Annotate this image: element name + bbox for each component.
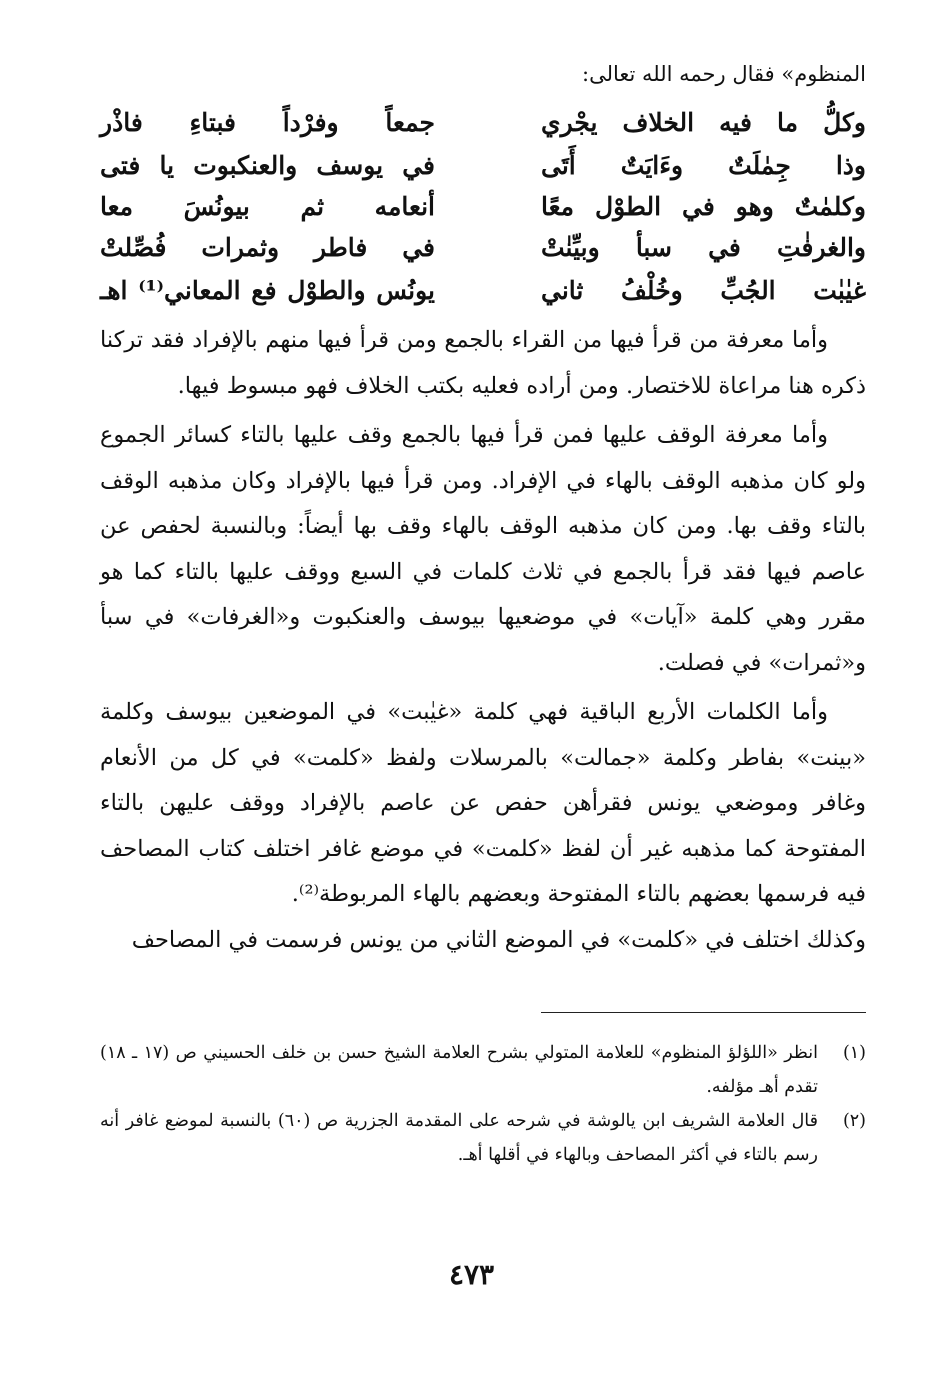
verse-row (100, 151, 866, 191)
footnote-text: قال العلامة الشريف ابن يالوشة في شرحه على المقدمة الجزرية ص (٦٠) بالنسبة لموضع غافر أنه رسم بالتاء في أكثر المصاحف وبالهاء في أقلها أهـ. (100, 1111, 818, 1165)
verse-first-hemistich: وكلُّ ما فيه الخلاف يجْري (541, 108, 866, 137)
paragraph: وأما معرفة الوقف عليها فمن قرأ فيها بالجمع وقف عليها بالتاء كسائر الجموع ولو كان مذهبه الوقف بالهاء في الإفراد. ومن قرأ فيها بالإفراد وكان مذهبه الوقف بالتاء وقف بها. ومن كان مذهبه الوقف بالهاء وقف بها أيضاً: وبالنسبة لحفص عن عاصم فيها فقد قرأ بالجمع في ثلاث كلمات في السبع ووقف عليها بالتاء كما هو مقرر وهي كلمة «آيات» في موضعيها بيوسف والعنكبوت و«الغرفات» في سبأ و«ثمرات» في فصلت. (100, 422, 866, 676)
verse-row (100, 233, 866, 273)
paragraph: وكذلك اختلف في «كلمت» في الموضع الثاني من يونس فرسمت في المصاحف (131, 926, 866, 953)
paragraph: وأما معرفة من قرأ فيها من القراء بالجمع ومن قرأ فيها منهم بالإفراد فقد تركنا ذكره هنا مراعاة للاختصار. ومن أراده فعليه بكتب الخلاف فهو مبسوط فيها. (100, 327, 866, 399)
verse-first-hemistich: والغرفٰتِ في سبأ وبيِّنٰتْ (541, 233, 866, 262)
verse-first-hemistich: وكلمٰتٌ وهو في الطوْل معًا (541, 192, 866, 221)
footnote-divider (541, 1012, 866, 1013)
footnote-text: انظر «اللؤلؤ المنظوم» للعلامة المتولي بشرح العلامة الشيخ حسن بن خلف الحسيني ص (١٧ ـ ١٨) تقدم أهـ مؤلفه. (100, 1043, 818, 1097)
footnote-number: (٢) (842, 1111, 866, 1131)
verse-second-hemistich: أنعامه ثم بيونُسَ معا (100, 192, 435, 221)
verse-first-hemistich: وذا جِمٰلَتٌ وءَايَتٌ أَتَى (541, 151, 866, 180)
page-number: ٤٧٣ (448, 1258, 495, 1291)
verse-second-hemistich: في فاطر وثمرات فُصِّلتْ (100, 233, 435, 262)
body-text (100, 318, 866, 963)
verse-second-hemistich: يونُس والطوْل فع المعاني⁽¹⁾ اهـ (100, 276, 435, 305)
footnote (100, 1104, 866, 1172)
verse-row (100, 108, 866, 148)
paragraph: وأما الكلمات الأربع الباقية فهي كلمة «غيٰبت» في الموضعين بيوسف وكلمة «بينت» بفاطر وكلمة «جمالت» بالمرسلات ولفظ «كلمت» في كل من الأنعام وغافر وموضعي يونس فقرأهن حفص عن عاصم بالإفراد ووقف عليهن بالتاء المفتوحة كما مذهبه غير أن لفظ «كلمت» في موضع غافر اختلف كتاب المصاحف فيه فرسمها بعضهم بالتاء المفتوحة وبعضهم بالهاء المربوطة⁽²⁾. (100, 699, 866, 907)
footnote-number: (١) (842, 1043, 866, 1063)
footnote (100, 1036, 866, 1104)
verse-second-hemistich: في يوسف والعنكبوت يا فتى (100, 151, 435, 180)
intro-line: المنظوم» فقال رحمه الله تعالى: (582, 62, 866, 86)
verse-second-hemistich: جمعاً وفرْداً فبتاءِ فاذْر (100, 108, 435, 137)
verse-row (100, 192, 866, 232)
verse-row (100, 276, 866, 316)
verse-first-hemistich: غيٰبٰت الجُبِّ وخُلْفُ ثاني (541, 276, 866, 305)
